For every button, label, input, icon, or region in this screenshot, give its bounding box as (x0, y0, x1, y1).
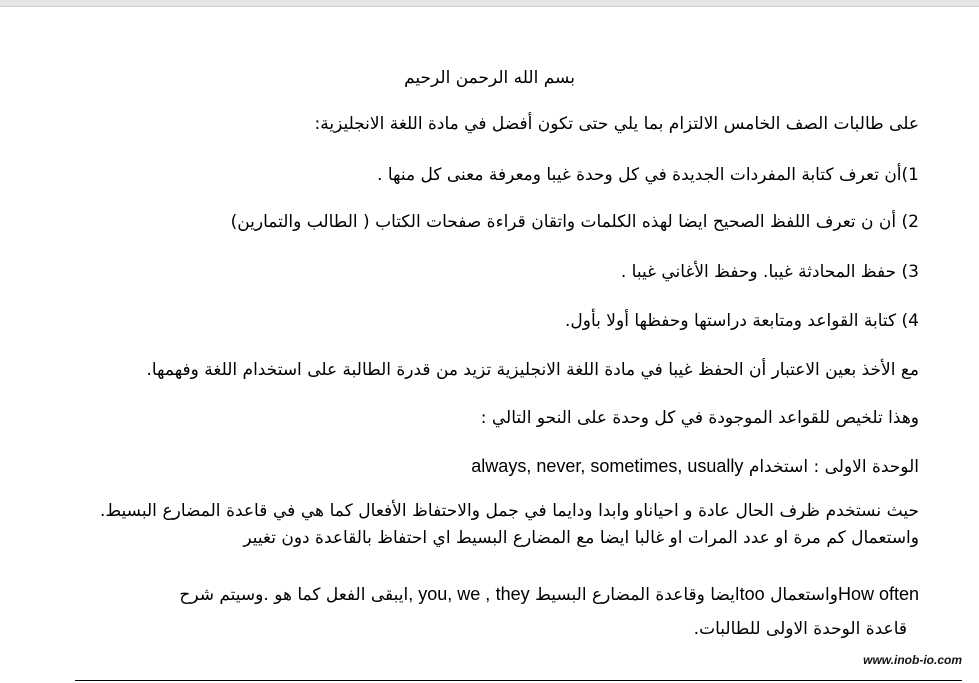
window-top-bar (0, 0, 979, 7)
explanation-paragraph-2-line-1 (60, 583, 919, 606)
document-page (0, 7, 979, 683)
list-item-1: 1)أن تعرف كتابة المفردات الجديدة في كل وحدة غيبا ومعرفة معنى كل منها . (377, 165, 919, 185)
too-term: too (739, 584, 765, 604)
how-often-term: How often (837, 584, 919, 604)
explanation-paragraph-1: حيث نستخدم ظرف الحال عادة و احياناو وابدا ودايما في جمل والاحتفاظ الأفعال كما هي في قاعدة المضارع البسيط. واستعمال كم مرة او عدد المرات او غالبا ايضا مع المضارع البسيط اي احتفاظ بالقاعدة دون تغيير (100, 501, 919, 548)
explanation-paragraph-2-line-2: قاعدة الوحدة الاولى للطالبات. (693, 619, 907, 639)
list-item-4: 4) كتابة القواعد ومتابعة دراستها وحفظها أولا بأول. (565, 311, 919, 331)
list-item-2: 2) أن ن تعرف اللفظ الصحيح ايضا لهذه الكلمات واتقان قراءة صفحات الكتاب ( الطالب والتمارين) (230, 212, 919, 232)
footer-rule (75, 680, 962, 681)
para2-rule: ايضا وقاعدة المضارع البسيط (535, 585, 740, 605)
basmala-heading: بسم الله الرحمن الرحيم (404, 68, 575, 88)
summary-line: وهذا تلخيص للقواعد الموجودة في كل وحدة على النحو التالي : (480, 408, 919, 428)
list-item-3: 3) حفظ المحادثة غيبا. وحفظ الأغاني غيبا . (620, 262, 919, 282)
watermark: www.inob-io.com (863, 653, 962, 667)
para2-usage: واستعمال (770, 585, 838, 605)
unit1-label: الوحدة الاولى : استخدام (748, 457, 919, 477)
intro-line: على طالبات الصف الخامس الالتزام بما يلي حتى تكون أفضل في مادة اللغة الانجليزية: (314, 114, 919, 134)
they-term: they (495, 584, 530, 604)
para2-continue: ايبقى الفعل كما هو .وسيتم شرح (179, 585, 409, 605)
you-we-terms: , you, we , (408, 584, 491, 604)
note-line: مع الأخذ بعين الاعتبار أن الحفظ غيبا في مادة اللغة الانجليزية تزيد من قدرة الطالبة على استخدام اللغة وفهمها. (146, 360, 919, 380)
unit1-heading (60, 455, 919, 478)
unit1-words: always, never, sometimes, usually (471, 456, 744, 476)
